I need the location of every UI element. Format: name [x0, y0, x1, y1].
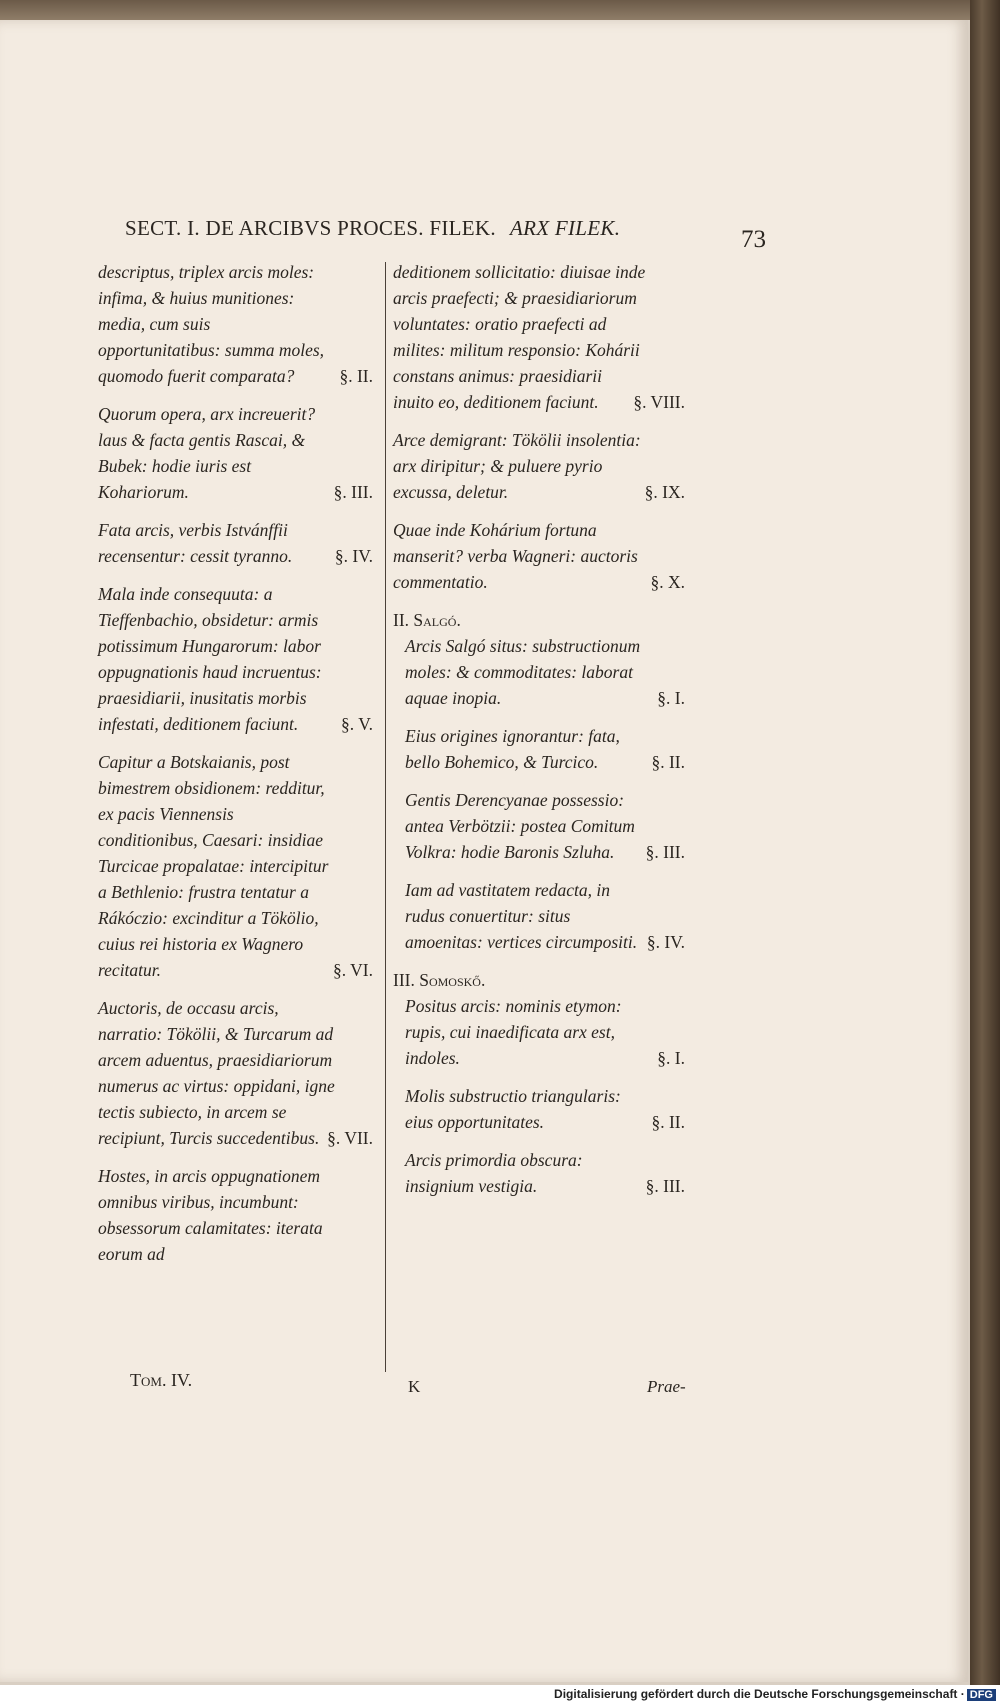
entry-text: descriptus, triplex arcis moles: infima, & huius munitiones: media, cum suis opportunitatibus: summa moles, quomodo fuerit comparata?: [98, 262, 325, 386]
dfg-logo: DFG: [967, 1689, 996, 1701]
entry-text: Arcis Salgó situs: substructionum moles: & commoditates: laborat aquae inopia.: [405, 636, 641, 708]
toc-entry: [405, 1083, 685, 1135]
right-binding-edge: [970, 0, 1000, 1685]
somosko-heading: III. Somoskő.: [393, 970, 486, 990]
volume-mark: Tom. IV.: [130, 1370, 193, 1390]
entry-text: Auctoris, de occasu arcis, narratio: Tökölii, & Turcarum ad arcem aduentus, praesidiariorum numerus ac virtus: oppidani, igne tectis subiecto, in arcem se recipiunt, Turcis succedentibus.: [98, 998, 335, 1148]
toc-entry: [393, 427, 685, 505]
header-arx: ARX FILEK.: [509, 216, 621, 240]
toc-entry: [98, 995, 373, 1151]
toc-entry: [98, 749, 373, 983]
section-number: §. II.: [339, 366, 373, 386]
entry-text: Arcis primordia obscura: insignium vestigia.: [405, 1150, 583, 1196]
entry-text: Arce demigrant: Tökölii insolentia: arx diripitur; & puluere pyrio excussa, deletur.: [393, 430, 641, 502]
section-number: §. IV.: [646, 932, 685, 952]
digitization-credit: [554, 1687, 996, 1701]
section-number: §. VIII.: [633, 392, 685, 412]
entry-text: deditionem sollicitatio: diuisae inde arcis praefecti; & praesidiariorum voluntates: oratio praefecti ad milites: militum responsio: Kohárii constans animus: praesidiarii inuito eo, deditionem faciunt.: [393, 262, 646, 412]
section-number: §. VII.: [327, 1128, 373, 1148]
page-number: 73: [741, 226, 766, 253]
header-title: SECT. I. DE ARCIBVS PROCES. FILEK.: [125, 216, 496, 240]
section-number: §. I.: [657, 688, 685, 708]
section-number: §. V.: [341, 714, 373, 734]
section-number: §. II.: [651, 1112, 685, 1132]
toc-entry: [405, 993, 685, 1071]
entry-text: Quorum opera, arx increuerit? laus & facta gentis Rascai, & Bubek: hodie iuris est Kohariorum.: [98, 404, 316, 502]
section-number: §. IV.: [334, 546, 373, 566]
toc-entry: [98, 1163, 373, 1267]
toc-entry: [98, 517, 373, 569]
section-number: §. X.: [650, 572, 685, 592]
section-number: §. IX.: [644, 482, 685, 502]
credit-text: Digitalisierung gefördert durch die Deutsche Forschungsgemeinschaft ·: [554, 1687, 965, 1701]
toc-entry: [393, 259, 685, 415]
toc-entry: [98, 581, 373, 737]
column-divider: [385, 262, 386, 1372]
entry-text: Capitur a Botskaianis, post bimestrem obsidionem: redditur, ex pacis Viennensis conditionibus, Caesari: insidiae Turcicae propalatae: intercipitur a Bethlenio: frustra tentatur a Rákóczio: excinditur a Tökölio, cuius rei historia ex Wagnero recitatur.: [98, 752, 329, 980]
signature-mark: K: [408, 1377, 421, 1396]
toc-entry: [405, 787, 685, 865]
section-number: §. III.: [333, 482, 373, 502]
entry-text: Gentis Derencyanae possessio: antea Verbötzii: postea Comitum Volkra: hodie Baronis Szluha.: [405, 790, 635, 862]
entry-text: Fata arcis, verbis Istvánffii recensentur: cessit tyranno.: [98, 520, 293, 566]
salgo-heading: II. Salgó.: [393, 610, 461, 630]
entry-text: Hostes, in arcis oppugnationem omnibus viribus, incumbunt: obsessorum calamitates: iterata eorum ad: [98, 1166, 323, 1264]
toc-entry: [405, 877, 685, 955]
salgo-entries: [405, 633, 685, 955]
right-column: [393, 259, 685, 1211]
toc-entry: [393, 517, 685, 595]
left-column: [98, 259, 373, 1279]
entry-text: Molis substructio triangularis: eius opportunitates.: [405, 1086, 621, 1132]
section-number: §. III.: [645, 842, 685, 862]
toc-entry: [98, 259, 373, 389]
entry-text: Mala inde consequuta: a Tieffenbachio, obsidetur: armis potissimum Hungarorum: labor oppugnationis haud incruentus: praesidiarii, inusitatis morbis infestati, deditionem faciunt.: [98, 584, 322, 734]
toc-entry: [405, 633, 685, 711]
entry-text: Eius origines ignorantur: fata, bello Bohemico, & Turcico.: [405, 726, 620, 772]
section-number: §. III.: [645, 1176, 685, 1196]
section-number: §. II.: [651, 752, 685, 772]
entry-text: Positus arcis: nominis etymon: rupis, cui inaedificata arx est, indoles.: [405, 996, 622, 1068]
toc-entry: [98, 401, 373, 505]
entry-text: Quae inde Kohárium fortuna manserit? verba Wagneri: auctoris commentatio.: [393, 520, 638, 592]
toc-entry: [405, 1147, 685, 1199]
catchword: Prae-: [647, 1377, 686, 1396]
somosko-entries: [405, 993, 685, 1199]
toc-entry: [405, 723, 685, 775]
running-header: [125, 216, 775, 241]
top-binding-edge: [0, 0, 1000, 20]
section-number: §. I.: [657, 1048, 685, 1068]
entry-text: Iam ad vastitatem redacta, in rudus conuertitur: situs amoenitas: vertices circumpositi.: [405, 880, 638, 952]
section-number: §. VI.: [332, 960, 373, 980]
